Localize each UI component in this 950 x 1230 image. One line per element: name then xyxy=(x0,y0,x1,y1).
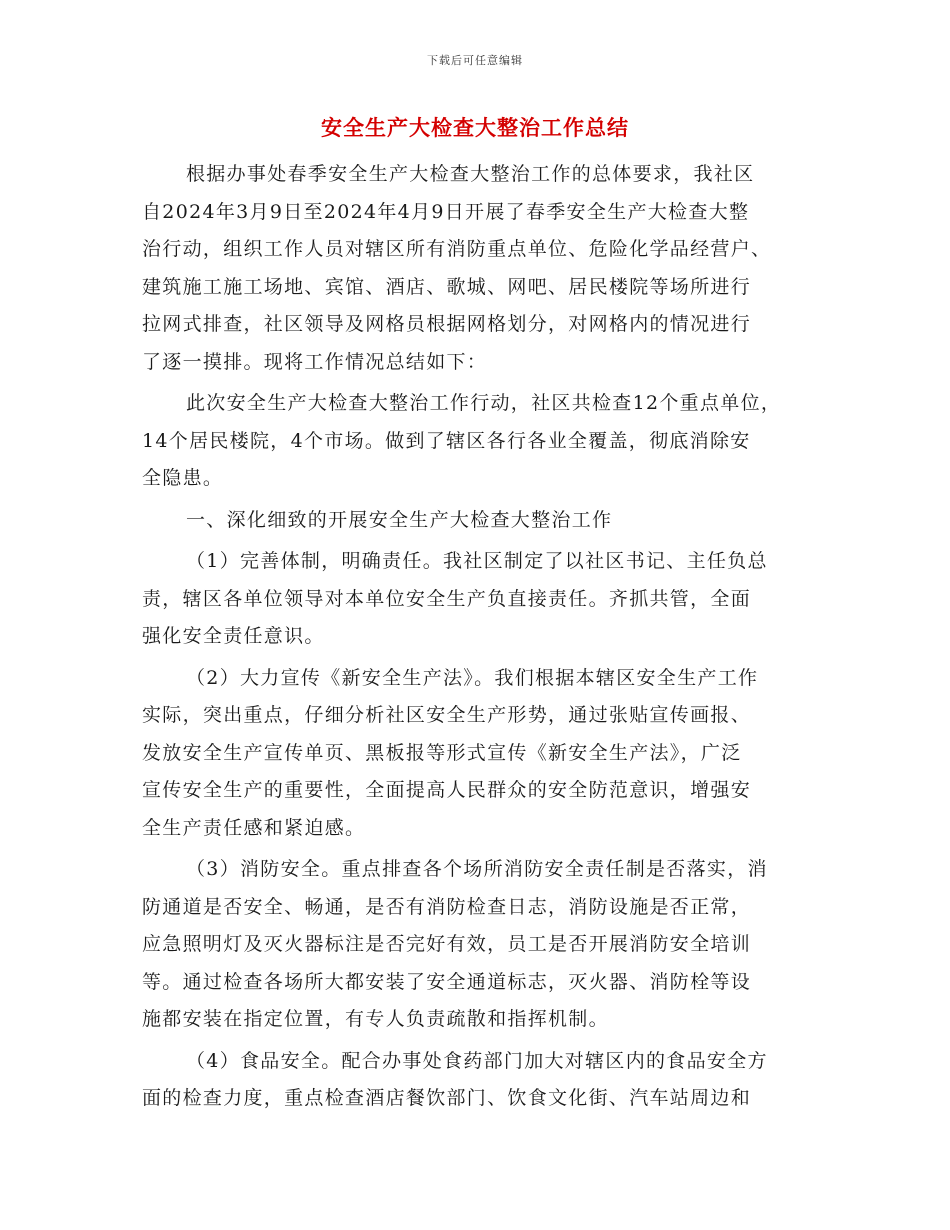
text-line: 发放安全生产宣传单页、黑板报等形式宣传《新安全生产法》，广泛 xyxy=(142,741,742,764)
text-line: 实际，突出重点，仔细分析社区安全生产形势，通过张贴宣传画报、 xyxy=(142,704,752,726)
paragraph xyxy=(142,1043,810,1118)
text-line: （3）消防安全。重点排查各个场所消防安全责任制是否落实，消 xyxy=(186,858,768,880)
paragraph xyxy=(142,543,810,656)
text-line: 全生产责任感和紧迫感。 xyxy=(142,816,366,839)
text-line: 14个居民楼院，4个市场。做到了辖区各行各业全覆盖，彻底消除安 xyxy=(142,429,751,452)
text-line: 治行动，组织工作人员对辖区所有消防重点单位、危险化学品经营户、 xyxy=(142,238,772,260)
document-body xyxy=(142,156,810,1122)
text-line: 强化安全责任意识。 xyxy=(142,625,325,647)
text-line: 责，辖区各单位领导对本单位安全生产负直接责任。齐抓共管，全面 xyxy=(142,587,752,610)
text-line: 根据办事处春季安全生产大检查大整治工作的总体要求，我社区 xyxy=(186,163,755,185)
text-line: 自2024年3月9日至2024年4月9日开展了春季安全生产大检查大整 xyxy=(142,200,750,223)
text-line: 了逐一摸排。现将工作情况总结如下： xyxy=(142,350,488,373)
paragraph xyxy=(142,156,810,381)
page-header-note: 下载后可任意编辑 xyxy=(427,54,523,67)
text-line: 施都安装在指定位置，有专人负责疏散和指挥机制。 xyxy=(142,1008,609,1030)
text-line: 等。通过检查各场所大都安装了安全通道标志，灭火器、消防栓等设 xyxy=(142,970,752,993)
paragraph xyxy=(142,851,810,1039)
text-line: （2）大力宣传《新安全生产法》。我们根据本辖区安全生产工作 xyxy=(186,666,759,689)
text-line: 一、深化细致的开展安全生产大检查大整治工作 xyxy=(186,508,613,531)
text-line: 建筑施工施工场地、宾馆、酒店、歌城、网吧、居民楼院等场所进行 xyxy=(142,275,752,298)
text-line: 宣传安全生产的重要性，全面提高人民群众的安全防范意识，增强安 xyxy=(142,779,752,801)
text-line: 此次安全生产大检查大整治工作行动，社区共检查12个重点单位， xyxy=(186,392,782,414)
section-heading xyxy=(142,502,810,540)
text-line: （4）食品安全。配合办事处食药部门加大对辖区内的食品安全方 xyxy=(186,1049,768,1072)
text-line: 应急照明灯及灭火器标注是否完好有效，员工是否开展消防安全培训 xyxy=(142,933,752,955)
paragraph xyxy=(142,660,810,848)
text-line: 面的检查力度，重点检查酒店餐饮部门、饮食文化街、汽车站周边和 xyxy=(142,1087,752,1109)
text-line: 防通道是否安全、畅通，是否有消防检查日志，消防设施是否正常， xyxy=(142,895,752,918)
document-title: 安全生产大检查大整治工作总结 xyxy=(321,115,629,140)
text-line: （1）完善体制，明确责任。我社区制定了以社区书记、主任负总 xyxy=(186,550,768,572)
text-line: 全隐患。 xyxy=(142,467,224,489)
text-line: 拉网式排查，社区领导及网格员根据网格划分，对网格内的情况进行 xyxy=(142,313,752,335)
paragraph xyxy=(142,385,810,498)
